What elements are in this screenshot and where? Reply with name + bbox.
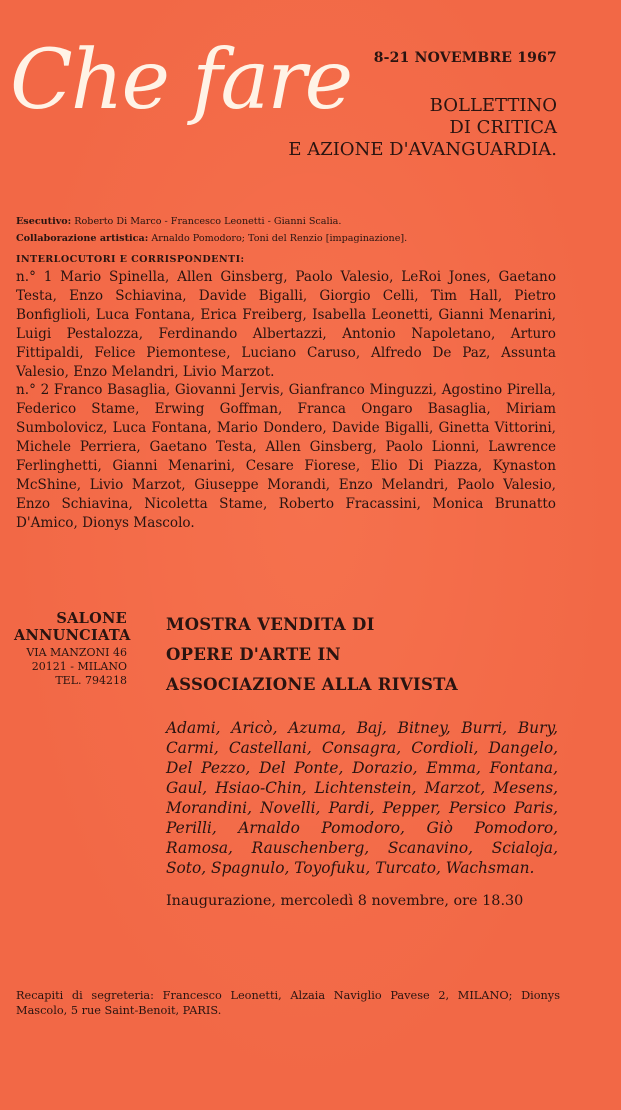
venue-city: 20121 - MILANO	[31, 660, 127, 673]
venue-name	[14, 610, 131, 644]
contributors-list	[16, 268, 556, 533]
exhibition-title-line: MOSTRA VENDITA DI	[166, 615, 375, 634]
collaborazione-label: Collaborazione artistica:	[16, 233, 149, 244]
subtitle-line: E AZIONE D'AVANGUARDIA.	[288, 139, 557, 160]
subtitle-line: DI CRITICA	[449, 117, 557, 138]
issue-1-contributors: n.° 1 Mario Spinella, Allen Ginsberg, Paolo Valesio, LeRoi Jones, Gaetano Testa, Enzo Schiavina, Davide Bigalli, Giorgio Celli, Tim Hall, Pietro Bonfiglioli, Luca Fontana, Erica Freiberg, Isabella Leonetti, Gianni Menarini, Luigi Pestalozza, Ferdinando Albertazzi, Antonio Napoletano, Arturo Fittipaldi, Felice Piemontese, Luciano Caruso, Alfredo De Paz, Assunta Valesio, Enzo Melandri, Livio Marzot.	[16, 269, 556, 380]
issue-date: 8-21 NOVEMBRE 1967	[373, 50, 557, 66]
esecutivo-names: Roberto Di Marco - Francesco Leonetti - Gianni Scalia.	[74, 216, 342, 227]
interlocutori-heading: INTERLOCUTORI E CORRISPONDENTI:	[16, 254, 245, 265]
masthead-title: Che fare	[10, 33, 352, 128]
artists-list: Adami, Aricò, Azuma, Baj, Bitney, Burri, Bury, Carmi, Castellani, Consagra, Cordioli, Dangelo, Del Pezzo, Del Ponte, Dorazio, Emma, Fontana, Gaul, Hsiao-Chin, Lichtenstein, Marzot, Mesens, Morandini, Novelli, Pardi, Pepper, Persico Paris, Perilli, Arnaldo Pomodoro, Giò Pomodoro, Ramosa, Rauschenberg, Scanavino, Scialoja, Soto, Spagnulo, Toyofuku, Turcato, Wachsman.	[166, 719, 558, 877]
esecutivo-label: Esecutivo:	[16, 216, 72, 227]
secretariat-contacts: Recapiti di segreteria: Francesco Leonetti, Alzaia Naviglio Pavese 2, MILANO; Dionys Mascolo, 5 rue Saint-Benoit, PARIS.	[16, 989, 560, 1017]
venue-address	[14, 646, 127, 688]
venue-name-line: SALONE	[56, 610, 127, 627]
opening-notice: Inaugurazione, mercoledì 8 novembre, ore 18.30	[166, 893, 524, 909]
exhibition-title-line: ASSOCIAZIONE ALLA RIVISTA	[166, 675, 458, 694]
collaborazione-names: Arnaldo Pomodoro; Toni del Renzio [impaginazione].	[151, 233, 408, 244]
venue-phone: TEL. 794218	[55, 674, 127, 687]
subtitle	[288, 95, 557, 161]
exhibition-title	[166, 610, 458, 700]
venue-block	[14, 610, 131, 688]
exhibition-title-line: OPERE D'ARTE IN	[166, 645, 341, 664]
issue-2-contributors: n.° 2 Franco Basaglia, Giovanni Jervis, Gianfranco Minguzzi, Agostino Pirella, Federico Stame, Erwing Goffman, Franca Ongaro Basaglia, Miriam Sumbolovicz, Luca Fontana, Mario Dondero, Davide Bigalli, Ginetta Vittorini, Michele Perriera, Gaetano Testa, Allen Ginsberg, Paolo Lionni, Lawrence Ferlinghetti, Gianni Menarini, Cesare Fiorese, Elio Di Piazza, Kynaston McShine, Livio Marzot, Giuseppe Morandi, Enzo Melandri, Paolo Valesio, Enzo Schiavina, Nicoletta Stame, Roberto Fracassini, Monica Brunatto D'Amico, Dionys Mascolo.	[16, 382, 556, 531]
subtitle-line: BOLLETTINO	[429, 95, 557, 116]
collaborazione-line	[16, 230, 407, 247]
venue-street: VIA MANZONI 46	[26, 646, 127, 659]
venue-name-line: ANNUNCIATA	[14, 627, 131, 644]
esecutivo-line	[16, 213, 407, 230]
staff-credits	[16, 213, 407, 247]
